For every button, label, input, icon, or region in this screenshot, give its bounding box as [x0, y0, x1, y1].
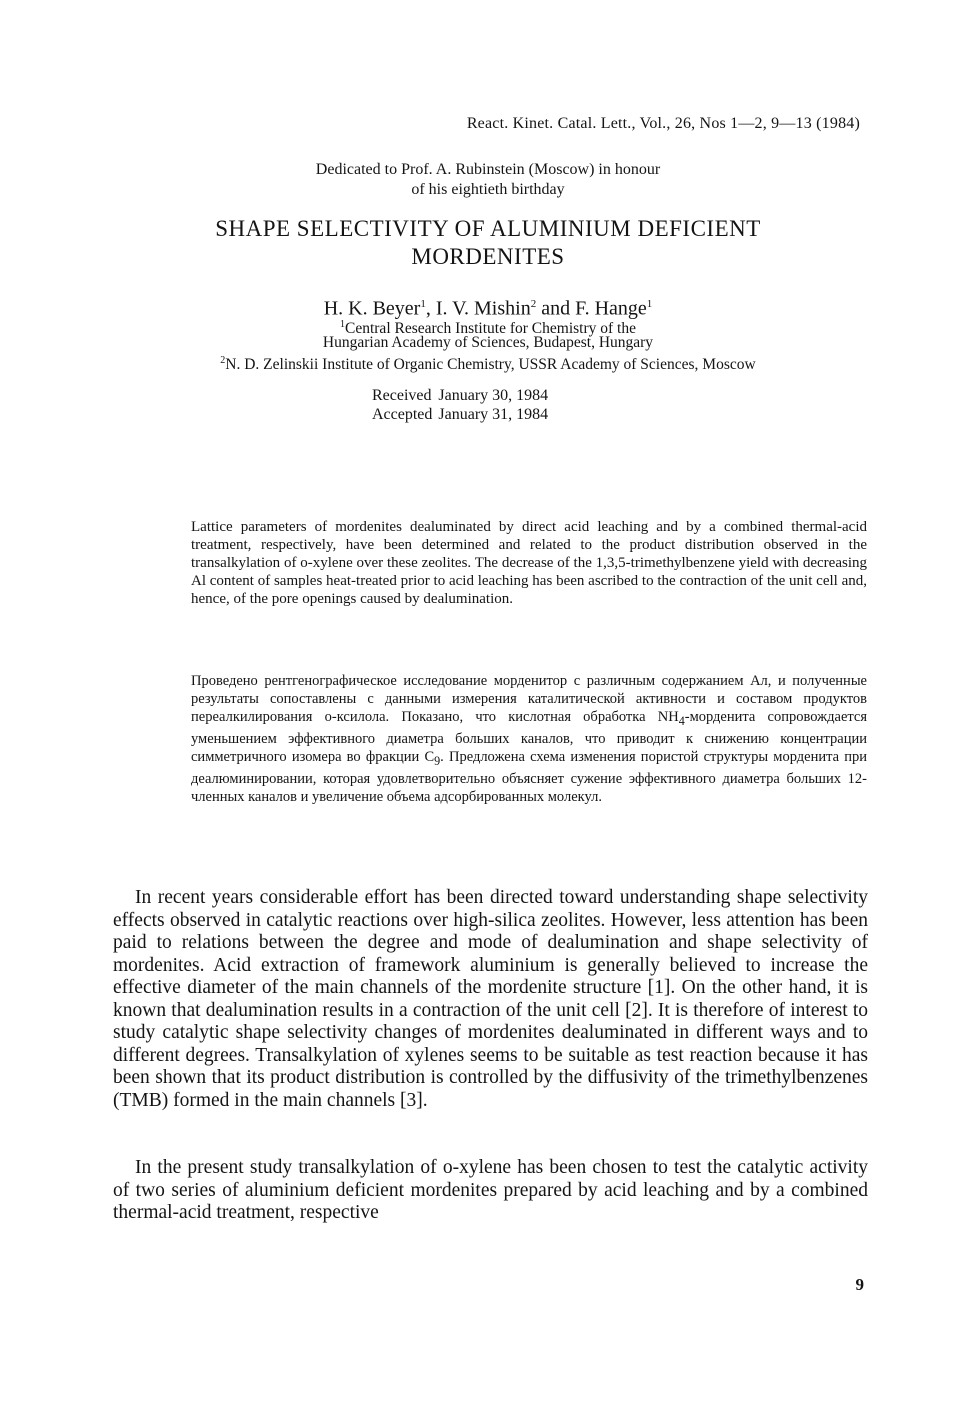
author-affiliation-mark: 1 — [420, 298, 426, 310]
abstract-russian-part-2: -морденита сопровождается уменьшением эффективного диаметра больших каналов, что приводит к снижению концентрации симметричного изомера во фракции C — [191, 709, 867, 765]
author-affiliation-mark: 1 — [646, 298, 653, 310]
author-affiliation-mark: 2 — [530, 298, 537, 310]
journal-reference: React. Kinet. Catal. Lett., Vol., 26, Nos 1—2, 9—13 (1984) — [466, 115, 860, 132]
received-date: January 30, 1984 — [438, 387, 549, 404]
abstract-english: Lattice parameters of mordenites dealuminated by direct acid leaching and by a combined thermal-acid treatment, respectively, have been determined and related to the product distribution observed in the transalkylation of o-xylene over these zeolites. The decrease of the 1,3,5-trimethylbenzene yield with decreasing Al content of samples heat-treated prior to acid leaching has been ascribed to the contraction of the unit cell and, hence, of the pore openings caused by dealumination. — [191, 519, 867, 607]
dedication — [0, 160, 976, 200]
affiliation-1-line-1: Central Research Institute for Chemistry of the — [345, 320, 636, 338]
affiliation-mark: 2 — [220, 355, 226, 366]
affiliation-2-line-1: N. D. Zelinskii Institute of Organic Chemistry, USSR Academy of Sciences, Moscow — [225, 356, 756, 374]
received-label: Received — [372, 387, 432, 404]
accepted-date: January 31, 1984 — [438, 406, 549, 423]
paper-title — [0, 215, 976, 271]
body-paragraph-2: In the present study transalkylation of o-xylene has been chosen to test the catalytic activity of two series of aluminium deficient mordenites prepared by acid leaching and by a combined thermal-acid treatment, respective — [113, 1157, 868, 1223]
dedication-line-2: of his eightieth birthday — [411, 181, 565, 198]
dedication-line-1: Dedicated to Prof. A. Rubinstein (Moscow) in honour — [315, 161, 661, 178]
title-line-2: MORDENITES — [411, 244, 565, 269]
abstract-russian-part-3: . Предложена схема изменения пористой структуры морденита при деалюминировании, которая удовлетворительно объясняет сужение эффективного диаметра больших 12-членных каналов и увеличение объема адсорбированных молекул. — [191, 748, 867, 805]
author-name: , I. V. Mishin — [425, 297, 531, 320]
accepted-label: Accepted — [372, 406, 433, 423]
subscript: 4 — [678, 713, 685, 728]
author-name: and F. Hange — [536, 297, 647, 320]
affiliation-mark: 1 — [340, 319, 345, 330]
abstract-russian — [191, 672, 867, 806]
author-name: H. K. Beyer — [323, 297, 421, 320]
affiliation-1-line-2: Hungarian Academy of Sciences, Budapest, Hungary — [322, 334, 654, 351]
submission-dates — [372, 386, 554, 424]
body-paragraph-1: In recent years considerable effort has been directed toward understanding shape selectivity effects observed in catalytic reactions over high-silica zeolites. However, less attention has been paid to relations between the degree and mode of dealumination and shape selectivity of mordenites. Acid extraction of framework aluminium is generally believed to increase the effective diameter of the main channels of the mordenite structure [1]. On the other hand, it is known that dealumination results in a contraction of the unit cell [2]. It is therefore of interest to study catalytic shape selectivity changes of mordenites dealuminated in different ways and to different degrees. Transalkylation of xylenes seems to be suitable as test reaction because it has been shown that its product distribution is controlled by the diffusivity of the trimethylbenzenes (TMB) formed in the main channels [3]. — [113, 887, 868, 1111]
abstract-russian-part-1: Проведено рентгенографическое исследование морденитор с различным содержанием Ал, и полученные результаты сопоставлены с данными измерения каталитической активности и составом продуктов переалкилирования о-ксилола. Показано, что кислотная обработка NH — [191, 673, 867, 725]
title-line-1: SHAPE SELECTIVITY OF ALUMINIUM DEFICIENT — [215, 216, 761, 241]
subscript: 9 — [434, 753, 441, 768]
page-number: 9 — [855, 1275, 864, 1294]
affiliation-2 — [0, 352, 976, 374]
